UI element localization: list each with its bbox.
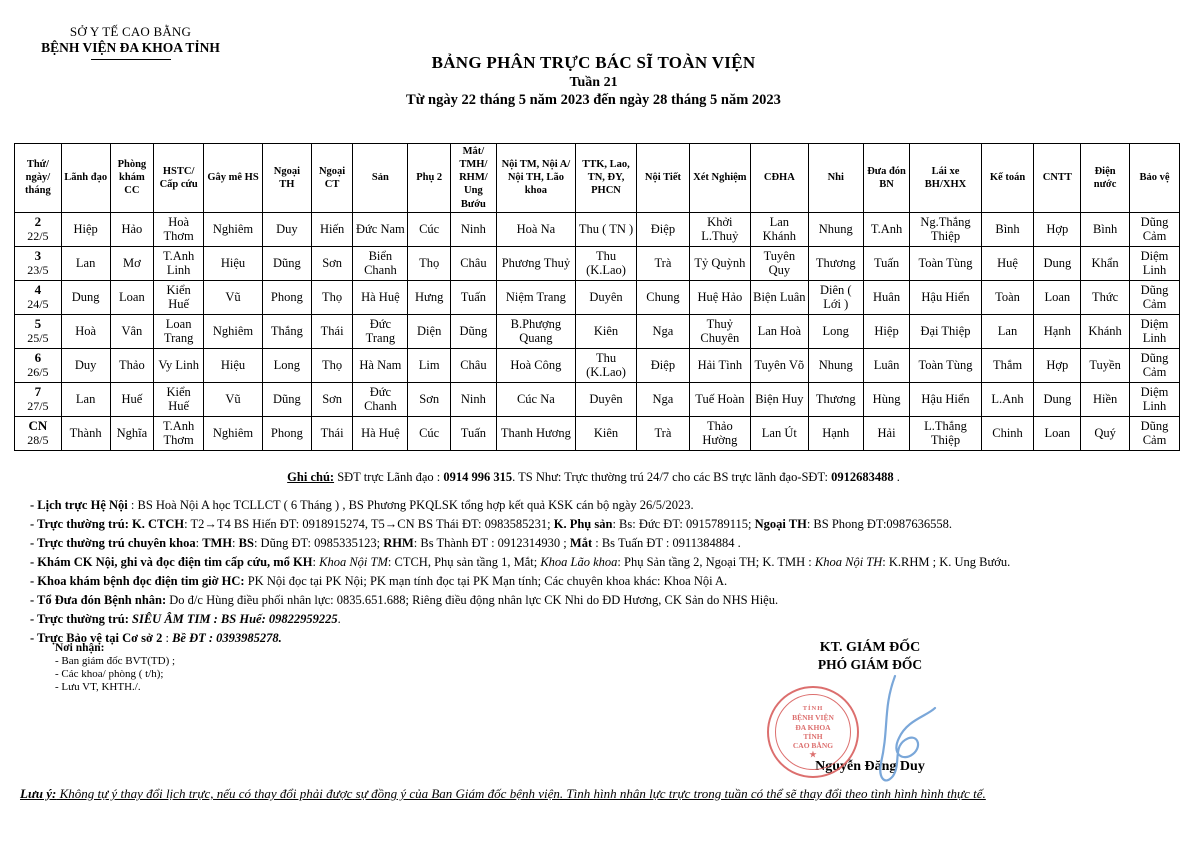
note-line: - Khám CK Nội, ghi và đọc điện tim cấp cứu, mổ KH: Khoa Nội TM: CTCH, Phụ sản tầng 1, Mắt; Khoa Lão khoa: Phụ Sản tầng 2, Ngoại TH; K. TMH : Khoa Nội TH: K.RHM ; K. Ung Bướu. <box>30 555 1011 569</box>
duty-cell: Hợp <box>1034 212 1081 246</box>
week-label: Tuần 21 <box>569 75 618 90</box>
duty-cell: Thọ <box>311 348 353 382</box>
duty-cell: Diệm Linh <box>1129 246 1179 280</box>
duty-cell: Lan <box>61 382 110 416</box>
duty-cell: Phong <box>262 416 311 450</box>
duty-cell: Trà <box>637 416 690 450</box>
duty-cell: Trà <box>637 246 690 280</box>
duty-cell: Hậu Hiển <box>910 280 981 314</box>
column-header: Lái xe BH/XHX <box>910 144 981 213</box>
duty-cell: Hưng <box>408 280 451 314</box>
duty-cell: Thu (K.Lao) <box>576 348 637 382</box>
duty-cell: Thương <box>808 382 863 416</box>
column-header: Lãnh đạo <box>61 144 110 213</box>
duty-cell: Hà Huệ <box>353 416 408 450</box>
day-cell <box>15 348 62 382</box>
day-cell <box>15 212 62 246</box>
duty-cell: Thu (K.Lao) <box>576 246 637 280</box>
table-row <box>15 314 1180 348</box>
duty-cell: Vũ <box>204 280 263 314</box>
duty-cell: Dung <box>1034 246 1081 280</box>
duty-cell: Điệp <box>637 212 690 246</box>
duty-table-wrapper <box>14 143 1180 451</box>
column-header: Phòng khám CC <box>110 144 154 213</box>
duty-cell: Tuấn <box>863 246 910 280</box>
duty-cell: Dũng <box>451 314 497 348</box>
duty-cell: Huệ <box>981 246 1034 280</box>
duty-cell: Thái <box>311 416 353 450</box>
column-header: Gây mê HS <box>204 144 263 213</box>
day-number: 7 <box>34 383 42 399</box>
day-cell <box>15 246 62 280</box>
duty-cell: Hiền <box>1081 382 1130 416</box>
table-row <box>15 246 1180 280</box>
duty-cell: Biện Luân <box>750 280 808 314</box>
duty-cell: Nhung <box>808 348 863 382</box>
duty-cell: Thanh Hương <box>496 416 575 450</box>
duty-cell: Khánh <box>1081 314 1130 348</box>
duty-cell: Châu <box>451 246 497 280</box>
duty-cell: Thuỷ Chuyên <box>689 314 750 348</box>
signer-role: PHÓ GIÁM ĐỐC <box>817 657 923 672</box>
column-header: CNTT <box>1034 144 1081 213</box>
duty-cell: L.Anh <box>981 382 1034 416</box>
duty-cell: Đức Trang <box>353 314 408 348</box>
duty-cell: Thọ <box>408 246 451 280</box>
header-row <box>15 144 1180 213</box>
day-number: 6 <box>34 349 42 365</box>
duty-cell: Thảo Hường <box>689 416 750 450</box>
duty-cell: Nghiêm <box>204 212 263 246</box>
day-date: 23/5 <box>27 262 49 277</box>
duty-cell: Loan <box>1034 280 1081 314</box>
column-header: Nội TM, Nội A/ Nội TH, Lão khoa <box>496 144 575 213</box>
note-line: - Trực thường trú chuyên khoa: TMH: BS: Dũng ĐT: 0985335123; RHM: Bs Thành ĐT : 0912314930 ; Mắt : Bs Tuấn ĐT : 0911384884 . <box>30 536 741 550</box>
stamp-star-icon: ★ <box>809 749 817 759</box>
duty-cell: Dũng Cảm <box>1129 348 1179 382</box>
duty-cell: Dũng Cảm <box>1129 212 1179 246</box>
duty-cell: Hạnh <box>1034 314 1081 348</box>
column-header: Bảo vệ <box>1129 144 1179 213</box>
day-date: 24/5 <box>27 296 49 311</box>
duty-cell: Dũng Cảm <box>1129 280 1179 314</box>
duty-cell: Diệm Linh <box>1129 314 1179 348</box>
day-date: 27/5 <box>27 398 49 413</box>
duty-cell: Kiển Huế <box>154 280 204 314</box>
duty-cell: Hiệp <box>863 314 910 348</box>
duty-cell: Hải <box>863 416 910 450</box>
duty-cell: Nghĩa <box>110 416 154 450</box>
table-row <box>15 382 1180 416</box>
duty-cell: Ninh <box>451 212 497 246</box>
day-cell <box>15 314 62 348</box>
duty-cell: Sơn <box>408 382 451 416</box>
duty-cell: Châu <box>451 348 497 382</box>
signature-scribble <box>843 668 953 798</box>
day-number: CN <box>28 417 48 433</box>
duty-table <box>14 143 1180 451</box>
duty-cell: Thành <box>61 416 110 450</box>
duty-cell: Duyên <box>576 280 637 314</box>
day-number: 4 <box>34 281 42 297</box>
duty-cell: Khởi L.Thuỷ <box>689 212 750 246</box>
duty-cell: T.Anh Linh <box>154 246 204 280</box>
recipient-item: - Lưu VT, KHTH./. <box>55 681 141 693</box>
duty-cell: Hiệp <box>61 212 110 246</box>
table-row <box>15 212 1180 246</box>
column-header: Đưa đón BN <box>863 144 910 213</box>
duty-cell: Hạnh <box>808 416 863 450</box>
duty-cell: Thái <box>311 314 353 348</box>
page-title: BẢNG PHÂN TRỰC BÁC SĨ TOÀN VIỆN <box>431 53 756 72</box>
duty-cell: Thảo <box>110 348 154 382</box>
duty-cell: Hoà Công <box>496 348 575 382</box>
duty-cell: Dũng <box>262 382 311 416</box>
duty-cell: Chung <box>637 280 690 314</box>
duty-cell: Lan <box>981 314 1034 348</box>
table-row <box>15 416 1180 450</box>
day-date: 25/5 <box>27 330 49 345</box>
duty-cell: Hiệu <box>204 348 263 382</box>
duty-cell: Hoà Na <box>496 212 575 246</box>
duty-cell: Thức <box>1081 280 1130 314</box>
duty-cell: Huân <box>863 280 910 314</box>
duty-cell: Thắm <box>981 348 1034 382</box>
duty-cell: Thu ( TN ) <box>576 212 637 246</box>
duty-cell: Duy <box>61 348 110 382</box>
day-number: 5 <box>34 315 42 331</box>
duty-cell: Hải Tình <box>689 348 750 382</box>
duty-cell: Đại Thiệp <box>910 314 981 348</box>
day-number: 2 <box>34 213 42 229</box>
duty-cell: Thọ <box>311 280 353 314</box>
duty-cell: Vân <box>110 314 154 348</box>
column-header: CĐHA <box>750 144 808 213</box>
column-header: Sản <box>353 144 408 213</box>
recipients-block <box>55 642 175 693</box>
duty-cell: Hoà Thơm <box>154 212 204 246</box>
duty-cell: Cúc <box>408 212 451 246</box>
duty-cell: Đức Nam <box>353 212 408 246</box>
signature-block <box>755 640 985 775</box>
duty-cell: Tuyền <box>1081 348 1130 382</box>
duty-cell: Nghiêm <box>204 416 263 450</box>
duty-cell: Long <box>262 348 311 382</box>
duty-cell: Huệ Hảo <box>689 280 750 314</box>
title-block <box>0 53 1187 109</box>
note-line: - Lịch trực Hệ Nội : BS Hoà Nội A học TCLLCT ( 6 Tháng ) , BS Phương PKQLSK tổng hợp kết quả KSK cán bộ ngày 26/5/2023. <box>30 498 694 512</box>
duty-cell: Diên ( Lới ) <box>808 280 863 314</box>
column-header: Mắt/ TMH/ RHM/ Ung Bướu <box>451 144 497 213</box>
duty-cell: Tuấn <box>451 280 497 314</box>
duty-cell: Long <box>808 314 863 348</box>
day-cell <box>15 280 62 314</box>
duty-cell: Lim <box>408 348 451 382</box>
duty-cell: Lan Út <box>750 416 808 450</box>
column-header: TTK, Lao, TN, ĐY, PHCN <box>576 144 637 213</box>
day-date: 26/5 <box>27 364 49 379</box>
duty-cell: Dung <box>61 280 110 314</box>
column-header: Phụ 2 <box>408 144 451 213</box>
duty-cell: Nga <box>637 314 690 348</box>
duty-cell: Tuyên Quy <box>750 246 808 280</box>
column-header: Thứ/ ngày/ tháng <box>15 144 62 213</box>
duty-cell: Thắng <box>262 314 311 348</box>
note-line: - Trực thường trú: K. CTCH: T2→T4 BS Hiến ĐT: 0918915274, T5→CN BS Thái ĐT: 0983585231; K. Phụ sản: Bs: Đức ĐT: 0915789115; Ngoại TH: BS Phong ĐT:0987636558. <box>30 517 953 531</box>
duty-cell: Dung <box>1034 382 1081 416</box>
duty-cell: Hiến <box>311 212 353 246</box>
column-header: Điện nước <box>1081 144 1130 213</box>
duty-cell: Toàn Tùng <box>910 246 981 280</box>
notes-list <box>30 496 1170 648</box>
duty-cell: Vũ <box>204 382 263 416</box>
duty-cell: Quý <box>1081 416 1130 450</box>
duty-cell: Hùng <box>863 382 910 416</box>
column-header: Ngoại TH <box>262 144 311 213</box>
duty-cell: Huế <box>110 382 154 416</box>
duty-cell: Kiên <box>576 416 637 450</box>
duty-cell: Toàn Tùng <box>910 348 981 382</box>
duty-cell: Dũng <box>262 246 311 280</box>
duty-cell: Loan Trang <box>154 314 204 348</box>
duty-cell: Loan <box>110 280 154 314</box>
recipient-item: - Ban giám đốc BVT(TD) ; <box>55 655 176 667</box>
duty-cell: Biện Huy <box>750 382 808 416</box>
duty-cell: Diện <box>408 314 451 348</box>
day-number: 3 <box>34 247 42 263</box>
duty-cell: Dũng Cảm <box>1129 416 1179 450</box>
duty-cell: Khẩn <box>1081 246 1130 280</box>
duty-cell: Biển Chanh <box>353 246 408 280</box>
duty-cell: Sơn <box>311 246 353 280</box>
duty-cell: Mơ <box>110 246 154 280</box>
duty-cell: Hậu Hiển <box>910 382 981 416</box>
duty-cell: Cúc Na <box>496 382 575 416</box>
duty-cell: Thương <box>808 246 863 280</box>
duty-cell: Ninh <box>451 382 497 416</box>
duty-cell: Nghiêm <box>204 314 263 348</box>
duty-cell: Cúc <box>408 416 451 450</box>
table-row <box>15 348 1180 382</box>
duty-cell: L.Thắng Thiệp <box>910 416 981 450</box>
duty-cell: Luân <box>863 348 910 382</box>
duty-cell: Kiển Huế <box>154 382 204 416</box>
note-line: - Khoa khám bệnh đọc điện tim giờ HC: PK Nội đọc tại PK Nội; PK mạn tính đọc tại PK Mạn tính; Các chuyên khoa khác: Khoa Nội A. <box>30 574 728 588</box>
day-cell <box>15 416 62 450</box>
day-date: 28/5 <box>27 432 49 447</box>
duty-cell: Tuế Hoàn <box>689 382 750 416</box>
duty-cell: B.Phượng Quang <box>496 314 575 348</box>
duty-cell: Tuyên Võ <box>750 348 808 382</box>
duty-cell: Toàn <box>981 280 1034 314</box>
day-cell <box>15 382 62 416</box>
duty-cell: Duy <box>262 212 311 246</box>
date-range: Từ ngày 22 tháng 5 năm 2023 đến ngày 28 tháng 5 năm 2023 <box>406 92 781 108</box>
duty-cell: Hiệu <box>204 246 263 280</box>
column-header: HSTC/ Cấp cứu <box>154 144 204 213</box>
duty-cell: Nhung <box>808 212 863 246</box>
duty-cell: Bình <box>981 212 1034 246</box>
duty-cell: Diệm Linh <box>1129 382 1179 416</box>
duty-cell: Đức Chanh <box>353 382 408 416</box>
duty-cell: T.Anh Thơm <box>154 416 204 450</box>
duty-cell: Sơn <box>311 382 353 416</box>
column-header: Nội Tiết <box>637 144 690 213</box>
duty-cell: T.Anh <box>863 212 910 246</box>
footer-note: Lưu ý: Không tự ý thay đổi lịch trực, nếu có thay đổi phải được sự đồng ý của Ban Giám đốc bệnh viện. Tình hình nhân lực trực trong tuần có thể sẽ thay đổi theo tình hình hình thực tế. <box>20 786 986 801</box>
duty-cell: Hảo <box>110 212 154 246</box>
duty-cell: Duyên <box>576 382 637 416</box>
org-name: SỞ Y TẾ CAO BẰNG <box>69 24 192 39</box>
recipients-title: Nơi nhận: <box>55 642 105 654</box>
day-date: 22/5 <box>27 228 49 243</box>
duty-cell: Nga <box>637 382 690 416</box>
ghi-chu-line: Ghi chú: SĐT trực Lãnh đạo : 0914 996 315. TS Như: Trực thường trú 24/7 cho các BS trực lãnh đạo-SĐT: 0912683488 . <box>287 470 900 484</box>
duty-cell: Chinh <box>981 416 1034 450</box>
duty-cell: Loan <box>1034 416 1081 450</box>
duty-cell: Hà Huệ <box>353 280 408 314</box>
column-header: Ngoại CT <box>311 144 353 213</box>
recipient-item: - Các khoa/ phòng ( t/h); <box>55 668 164 680</box>
duty-cell: Phương Thuỷ <box>496 246 575 280</box>
hospital-name: BỆNH VIỆN ĐA KHOA TỈNH <box>41 40 220 55</box>
column-header: Xét Nghiệm <box>689 144 750 213</box>
table-row <box>15 280 1180 314</box>
note-line: - Trực Bảo vệ tại Cơ sở 2 : Bề ĐT : 0393985278. <box>30 631 282 645</box>
duty-cell: Lan Hoà <box>750 314 808 348</box>
signer-title: KT. GIÁM ĐỐC <box>819 640 921 655</box>
duty-cell: Niệm Trang <box>496 280 575 314</box>
column-header: Nhi <box>808 144 863 213</box>
duty-cell: Hà Nam <box>353 348 408 382</box>
duty-cell: Điệp <box>637 348 690 382</box>
column-header: Kế toán <box>981 144 1034 213</box>
note-line: - Trực thường trú: SIÊU ÂM TIM : BS Huế: 09822959225. <box>30 612 341 626</box>
duty-cell: Hoà <box>61 314 110 348</box>
duty-cell: Phong <box>262 280 311 314</box>
duty-cell: Kiên <box>576 314 637 348</box>
stamp-text: TỈNH BỆNH VIỆN ĐA KHOA TỈNH CAO BẰNG ★ <box>775 694 851 770</box>
duty-cell: Tỷ Quỳnh <box>689 246 750 280</box>
signer-name: Nguyễn Đăng Duy <box>815 759 925 774</box>
duty-cell: Lan <box>61 246 110 280</box>
duty-cell: Bình <box>1081 212 1130 246</box>
note-line: - Tổ Đưa đón Bệnh nhân: Do đ/c Hùng điều phối nhân lực: 0835.651.688; Riêng điều động nhân lực CK Nhi do ĐD Hương, CK Sản do NHS Hiệu. <box>30 593 779 607</box>
duty-cell: Vy Linh <box>154 348 204 382</box>
duty-cell: Tuấn <box>451 416 497 450</box>
duty-cell: Hợp <box>1034 348 1081 382</box>
duty-cell: Ng.Thắng Thiệp <box>910 212 981 246</box>
duty-cell: Lan Khánh <box>750 212 808 246</box>
